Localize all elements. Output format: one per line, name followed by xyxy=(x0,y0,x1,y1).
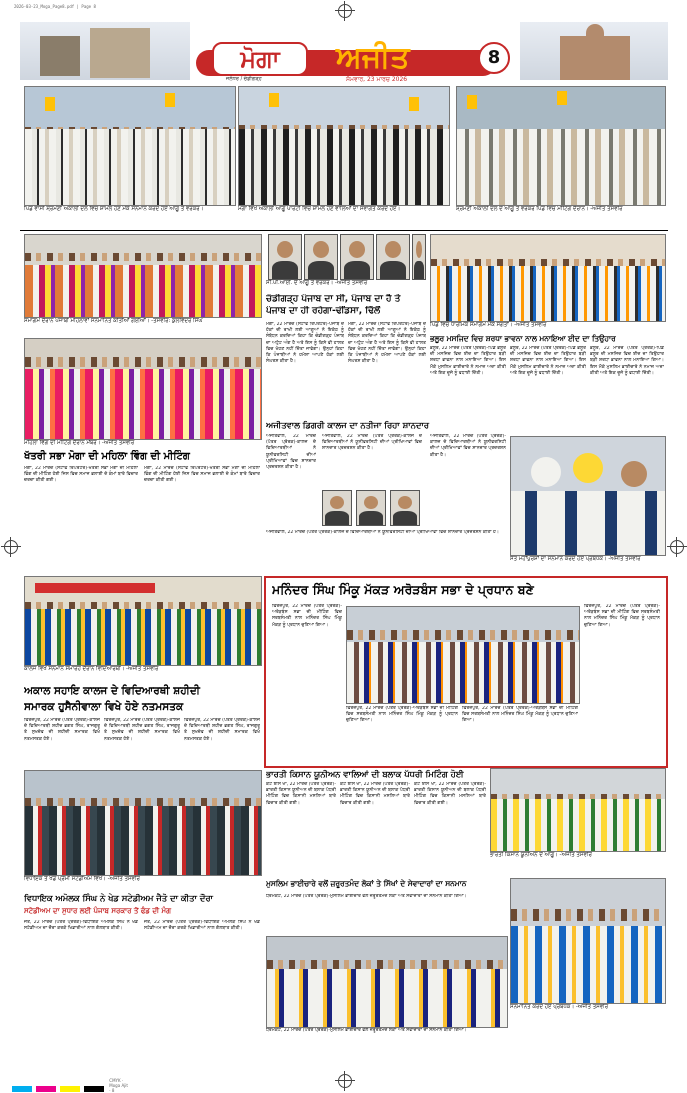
article-ajitwal-col2: ਅਜੀਤਵਾਲ, 22 ਮਾਰਚ (ਪੱਤਰ ਪ੍ਰੇਰਕ)-ਕਾਲਜ ਦੇ ਵਿਦਿਆਰਥੀਆਂ ਨੇ ਯੂਨੀਵਰਸਿਟੀ ਦੀਆਂ ਪ੍ਰੀਖਿਆਵਾਂ ਵਿਚ ਸ਼ਾਨਦਾਰ ਪ੍ਰਦਰਸ਼ਨ ਕੀਤਾ ਹੈ। xyxy=(322,434,422,452)
footer-color-bar xyxy=(12,1078,133,1093)
masthead-left-image xyxy=(20,22,190,80)
masthead xyxy=(196,36,496,83)
photo-arorbans xyxy=(346,606,580,704)
caption-photo-10: ਭਾਰਤੀ ਕਿਸਾਨ ਯੂਨੀਅਨ ਦੇ ਆਗੂ। -ਅਜੀਤ ਤਸਵੀਰ xyxy=(490,852,592,858)
headline-chandigarh-1: ਚੰਡੀਗੜ੍ਹ ਪੰਜਾਬ ਦਾ ਸੀ, ਪੰਜਾਬ ਦਾ ਹੈ ਤੇ xyxy=(266,294,401,304)
headline-chandigarh-2: ਪੰਜਾਬ ਦਾ ਹੀ ਰਹੇਗਾ-ਢੀਂਡਸਾ, ਢਿੱਲੋਂ xyxy=(266,306,381,316)
masthead-title-ajit: ਅਜੀਤ xyxy=(336,40,410,75)
photo-muslim-community xyxy=(266,936,508,1028)
masthead-title-moga: ਮੋਗਾ xyxy=(212,42,308,76)
photo-college-students xyxy=(24,576,262,666)
photo-party-joining-3 xyxy=(456,86,666,206)
caption-photo-9: ਸੰਤ ਮਹਾਂਪੁਰਸ਼ਾਂ ਦਾ ਸਨਮਾਨ ਕਰਦੇ ਹੋਏ ਪ੍ਰਬੰਧਕ। -ਅਜੀਤ ਤਸਵੀਰ xyxy=(510,556,641,562)
caption-photo-12: ਸਨਮਾਨਿਤ ਕਰਦੇ ਹੋਏ ਪ੍ਰਬੰਧਕ। -ਅਜੀਤ ਤਸਵੀਰ xyxy=(510,1004,609,1010)
article-arorbans-col2: ਫਿਰੋਜ਼ਪੁਰ, 22 ਮਾਰਚ (ਪੱਤਰ ਪ੍ਰੇਰਕ)-ਅਰੋੜਬੰਸ ਸਭਾ ਦੀ ਮੀਟਿੰਗ ਵਿਚ ਸਰਬਸੰਮਤੀ ਨਾਲ ਮਨਿੰਦਰ ਸਿੰਘ ਮਿੰਕੂ ਮੱਕੜ ਨੂੰ ਪ੍ਰਧਾਨ ਚੁਣਿਆ ਗਿਆ। xyxy=(346,706,458,724)
caption-photo-7: ਮਹਿਲਾ ਵਿੰਗ ਦੀ ਮੀਟਿੰਗ ਦੌਰਾਨ ਮੈਂਬਰ। -ਅਜੀਤ ਤਸਵੀਰ xyxy=(24,440,135,446)
headline-kisan-union: ਭਾਰਤੀ ਕਿਸਾਨ ਯੂਨੀਅਨ ਵਾਲਿਆਂ ਦੀ ਬਲਾਕ ਪੱਧਰੀ ਮਿਟਿੰਗ ਹੋਈ xyxy=(266,769,464,779)
article-khatri-col2: ਮੋਗਾ, 22 ਮਾਰਚ (ਸਟਾਫ ਰਿਪੋਰਟਰ)-ਖੱਤਰੀ ਸਭਾ ਮੋਗਾ ਦੀ ਮਹਿਲਾ ਵਿੰਗ ਦੀ ਮੀਟਿੰਗ ਹੋਈ ਜਿਸ ਵਿਚ ਸਮਾਜ ਭਲਾਈ ਦੇ ਕੰਮਾਂ ਬਾਰੇ ਵਿਚਾਰ ਚਰਚਾ ਕੀਤੀ ਗਈ। xyxy=(144,466,260,484)
headline-akal-sahai-1: ਅਕਾਲ ਸਹਾਇ ਕਾਲਜ ਦੇ ਵਿਦਿਆਰਥੀ ਸ਼ਹੀਦੀ xyxy=(24,685,200,697)
article-akal-col3: ਫਿਰੋਜ਼ਪੁਰ, 22 ਮਾਰਚ (ਪੱਤਰ ਪ੍ਰੇਰਕ)-ਕਾਲਜ ਦੇ ਵਿਦਿਆਰਥੀ ਸ਼ਹੀਦ ਭਗਤ ਸਿੰਘ, ਰਾਜਗੁਰੂ ਤੇ ਸੁਖਦੇਵ ਦੀ ਸ਼ਹੀਦੀ ਸਮਾਰਕ ਵਿਖੇ ਨਤਮਸਤਕ ਹੋਏ। xyxy=(184,718,260,742)
portrait-1 xyxy=(268,234,302,280)
print-meta-line: 2026-03-23_Moga_Page8.pdf | Page 8 xyxy=(14,4,96,9)
article-stadium-col1: ਜੈਤੋ, 22 ਮਾਰਚ (ਪੱਤਰ ਪ੍ਰੇਰਕ)-ਵਿਧਾਇਕ ਅਮੋਲਕ ਸਿੰਘ ਨੇ ਖੇਡ ਸਟੇਡੀਅਮ ਦਾ ਦੌਰਾ ਕਰਕੇ ਖਿਡਾਰੀਆਂ ਨਾਲ ਗੱਲਬਾਤ ਕੀਤੀ। xyxy=(24,920,138,932)
page-number: 8 xyxy=(478,42,510,74)
caption-photo-3: ਸ਼੍ਰੋਮਣੀ ਅਕਾਲੀ ਦਲ ਦੇ ਆਗੂ ਤੇ ਵਰਕਰ ਪਿੰਡ ਵਿਚ ਮੀਟਿੰਗ ਦੌਰਾਨ। -ਅਜੀਤ ਤਸਵੀਰ xyxy=(456,206,623,212)
photo-stadium-visit xyxy=(24,770,262,876)
portrait-2 xyxy=(304,234,338,280)
photo-saint-honour xyxy=(510,436,666,556)
article-arorbans-col1: ਫਿਰੋਜ਼ਪੁਰ, 22 ਮਾਰਚ (ਪੱਤਰ ਪ੍ਰੇਰਕ)-ਅਰੋੜਬੰਸ ਸਭਾ ਦੀ ਮੀਟਿੰਗ ਵਿਚ ਸਰਬਸੰਮਤੀ ਨਾਲ ਮਨਿੰਦਰ ਸਿੰਘ ਮਿੰਕੂ ਮੱਕੜ ਨੂੰ ਪ੍ਰਧਾਨ ਚੁਣਿਆ ਗਿਆ। xyxy=(272,604,342,628)
portrait-4 xyxy=(376,234,410,280)
article-muslim-intro: ਧਰਮਕੋਟ, 22 ਮਾਰਚ (ਪੱਤਰ ਪ੍ਰੇਰਕ)-ਮੁਸਲਿਮ ਭਾਈਚਾਰੇ ਵਲੋਂ ਜ਼ਰੂਰਤਮੰਦ ਲੋਕਾਂ ਅਤੇ ਸੇਵਾਦਾਰਾਂ ਦਾ ਸਨਮਾਨ ਕੀਤਾ ਗਿਆ। xyxy=(266,894,467,899)
registration-mark-icon xyxy=(338,1074,352,1088)
footer-text: CMYK · Moga Ajit · 8 xyxy=(109,1078,128,1093)
headline-muslim-community: ਮੁਸਲਿਮ ਭਾਈਚਾਰੇ ਵਲੋਂ ਜ਼ਰੂਰਤਮੰਦ ਲੋਕਾਂ ਤੇ ਸਿੱਖਾਂ ਦੇ ਸੇਵਾਦਾਰਾਂ ਦਾ ਸਨਮਾਨ xyxy=(266,879,467,888)
headline-stadium: ਵਿਧਾਇਕ ਅਮੋਲਕ ਸਿੰਘ ਨੇ ਖੇਡ ਸਟੇਡੀਅਮ ਜੈਤੋ ਦਾ ਕੀਤਾ ਦੌਰਾ xyxy=(24,893,213,903)
article-khatri-col1: ਮੋਗਾ, 22 ਮਾਰਚ (ਸਟਾਫ ਰਿਪੋਰਟਰ)-ਖੱਤਰੀ ਸਭਾ ਮੋਗਾ ਦੀ ਮਹਿਲਾ ਵਿੰਗ ਦੀ ਮੀਟਿੰਗ ਹੋਈ ਜਿਸ ਵਿਚ ਸਮਾਜ ਭਲਾਈ ਦੇ ਕੰਮਾਂ ਬਾਰੇ ਵਿਚਾਰ ਚਰਚਾ ਕੀਤੀ ਗਈ। xyxy=(24,466,138,484)
portrait-student-3 xyxy=(390,490,420,526)
photo-kisan-union xyxy=(490,768,666,852)
article-kisan-col3: ਕੋਟ ਈਸੇ ਖਾਂ, 22 ਮਾਰਚ (ਪੱਤਰ ਪ੍ਰੇਰਕ)-ਭਾਰਤੀ ਕਿਸਾਨ ਯੂਨੀਅਨ ਦੀ ਬਲਾਕ ਪੱਧਰੀ ਮੀਟਿੰਗ ਵਿਚ ਕਿਸਾਨੀ ਮਸਲਿਆਂ ਬਾਰੇ ਵਿਚਾਰ ਕੀਤੀ ਗਈ। xyxy=(414,782,486,806)
photo-religious-gathering xyxy=(430,234,666,322)
masthead-location: ਜਲੰਧਰ / ਚੰਡੀਗੜ੍ਹ xyxy=(226,76,262,82)
caption-photo-4: ਸਮਾਗਮ ਦੌਰਾਨ ਪੰਜਾਬੀ ਮਹਿਲਾਵਾਂ ਸਨਮਾਨਿਤ ਕੀਤੀਆਂ ਗਈਆਂ। -ਤਸਵੀਰ: ਕੁਲਵਿੰਦਰ ਸਿੰਘ xyxy=(24,318,203,324)
article-akal-col1: ਫਿਰੋਜ਼ਪੁਰ, 22 ਮਾਰਚ (ਪੱਤਰ ਪ੍ਰੇਰਕ)-ਕਾਲਜ ਦੇ ਵਿਦਿਆਰਥੀ ਸ਼ਹੀਦ ਭਗਤ ਸਿੰਘ, ਰਾਜਗੁਰੂ ਤੇ ਸੁਖਦੇਵ ਦੀ ਸ਼ਹੀਦੀ ਸਮਾਰਕ ਵਿਖੇ ਨਤਮਸਤਕ ਹੋਏ। xyxy=(24,718,100,742)
article-ajitwal-col4: ਅਜੀਤਵਾਲ, 22 ਮਾਰਚ (ਪੱਤਰ ਪ੍ਰੇਰਕ)-ਕਾਲਜ ਦੇ ਵਿਦਿਆਰਥੀਆਂ ਨੇ ਯੂਨੀਵਰਸਿਟੀ ਦੀਆਂ ਪ੍ਰੀਖਿਆਵਾਂ ਵਿਚ ਸ਼ਾਨਦਾਰ ਪ੍ਰਦਰਸ਼ਨ ਕੀਤਾ ਹੈ। xyxy=(430,434,506,458)
subheadline-stadium: ਸਟੇਡੀਅਮ ਦਾ ਸੁਧਾਰ ਲਈ ਪੰਜਾਬ ਸਰਕਾਰ ਤੋਂ ਫੰਡ ਦੀ ਮੰਗ xyxy=(24,907,172,915)
photo-party-joining-1 xyxy=(24,86,236,206)
registration-mark-icon xyxy=(338,4,352,18)
caption-photo-11: ਵਿਧਾਇਕ ਤੇ ਖੇਡ ਪ੍ਰੇਮੀ ਸਟੇਡੀਅਮ ਵਿਖੇ। -ਅਜੀਤ ਤਸਵੀਰ xyxy=(24,876,140,882)
portrait-student-2 xyxy=(356,490,386,526)
article-ajitwal-col3: ਅਜੀਤਵਾਲ, 22 ਮਾਰਚ (ਪੱਤਰ ਪ੍ਰੇਰਕ)-ਕਾਲਜ ਦੇ ਵਿਦਿਆਰਥੀਆਂ ਨੇ ਯੂਨੀਵਰਸਿਟੀ ਦੀਆਂ ਪ੍ਰੀਖਿਆਵਾਂ ਵਿਚ ਸ਼ਾਨਦਾਰ ਪ੍ਰਦਰਸ਼ਨ ਕੀਤਾ ਹੈ। xyxy=(266,530,499,535)
caption-photo-5: ਸੀ.ਪੀ.ਆਈ. ਦੇ ਆਗੂ ਤੇ ਵਰਕਰ। -ਅਜੀਤ ਤਸਵੀਰ xyxy=(266,280,368,286)
portrait-5 xyxy=(412,234,426,280)
masthead-right-image xyxy=(520,22,668,80)
article-stadium-col2: ਜੈਤੋ, 22 ਮਾਰਚ (ਪੱਤਰ ਪ੍ਰੇਰਕ)-ਵਿਧਾਇਕ ਅਮੋਲਕ ਸਿੰਘ ਨੇ ਖੇਡ ਸਟੇਡੀਅਮ ਦਾ ਦੌਰਾ ਕਰਕੇ ਖਿਡਾਰੀਆਂ ਨਾਲ ਗੱਲਬਾਤ ਕੀਤੀ। xyxy=(144,920,260,932)
masthead-date: ਸੋਮਵਾਰ, 23 ਮਾਰਚ 2026 xyxy=(346,76,408,83)
article-eid-col3: ਭਲੂਰ, 22 ਮਾਰਚ (ਪੱਤਰ ਪ੍ਰੇਰਕ)-ਪਿੰਡ ਭਲੂਰ ਦੀ ਮਸਜਿਦ ਵਿਚ ਈਦ ਦਾ ਤਿਉਹਾਰ ਬੜੀ ਸ਼ਰਧਾ ਭਾਵਨਾ ਨਾਲ ਮਨਾਇਆ ਗਿਆ। ਇਸ ਮੌਕੇ ਮੁਸਲਿਮ ਭਾਈਚਾਰੇ ਨੇ ਨਮਾਜ਼ ਅਦਾ ਕੀਤੀ ਅਤੇ ਇਕ ਦੂਜੇ ਨੂੰ ਵਧਾਈ ਦਿੱਤੀ। xyxy=(590,346,664,376)
headline-arorbans: ਮਨਿੰਦਰ ਸਿੰਘ ਮਿੰਕੂ ਮੱਕੜ ਅਰੋੜਬੰਸ ਸਭਾ ਦੇ ਪ੍ਰਧਾਨ ਬਣੇ xyxy=(272,582,534,597)
article-chandigarh-col2: ਮੋਗਾ, 22 ਮਾਰਚ (ਸਟਾਫ ਰਿਪੋਰਟਰ)-ਪੰਜਾਬ ਦੇ ਹੱਕਾਂ ਦੀ ਰਾਖੀ ਲਈ ਆਗੂਆਂ ਨੇ ਇਕੱਠ ਨੂੰ ਸੰਬੋਧਨ ਕਰਦਿਆਂ ਕਿਹਾ ਕਿ ਚੰਡੀਗੜ੍ਹ ਪੰਜਾਬ ਦਾ ਅਟੁੱਟ ਅੰਗ ਹੈ ਅਤੇ ਇਸ ਨੂੰ ਕਿਸੇ ਵੀ ਹਾਲਤ ਵਿਚ ਖੋਹਣ ਨਹੀਂ ਦਿੱਤਾ ਜਾਵੇਗਾ। ਉਨ੍ਹਾਂ ਕਿਹਾ ਕਿ ਪੰਜਾਬੀਆਂ ਨੇ ਹਮੇਸ਼ਾ ਆਪਣੇ ਹੱਕਾਂ ਲਈ ਸੰਘਰਸ਼ ਕੀਤਾ ਹੈ। xyxy=(348,322,426,365)
photo-mahila-wing xyxy=(24,338,262,440)
article-arorbans-col4: ਫਿਰੋਜ਼ਪੁਰ, 22 ਮਾਰਚ (ਪੱਤਰ ਪ੍ਰੇਰਕ)-ਅਰੋੜਬੰਸ ਸਭਾ ਦੀ ਮੀਟਿੰਗ ਵਿਚ ਸਰਬਸੰਮਤੀ ਨਾਲ ਮਨਿੰਦਰ ਸਿੰਘ ਮਿੰਕੂ ਮੱਕੜ ਨੂੰ ਪ੍ਰਧਾਨ ਚੁਣਿਆ ਗਿਆ। xyxy=(584,604,660,628)
article-akal-col2: ਫਿਰੋਜ਼ਪੁਰ, 22 ਮਾਰਚ (ਪੱਤਰ ਪ੍ਰੇਰਕ)-ਕਾਲਜ ਦੇ ਵਿਦਿਆਰਥੀ ਸ਼ਹੀਦ ਭਗਤ ਸਿੰਘ, ਰਾਜਗੁਰੂ ਤੇ ਸੁਖਦੇਵ ਦੀ ਸ਼ਹੀਦੀ ਸਮਾਰਕ ਵਿਖੇ ਨਤਮਸਤਕ ਹੋਏ। xyxy=(104,718,180,742)
section-divider xyxy=(20,230,668,231)
photo-women-honour xyxy=(24,234,262,318)
article-kisan-col1: ਕੋਟ ਈਸੇ ਖਾਂ, 22 ਮਾਰਚ (ਪੱਤਰ ਪ੍ਰੇਰਕ)-ਭਾਰਤੀ ਕਿਸਾਨ ਯੂਨੀਅਨ ਦੀ ਬਲਾਕ ਪੱਧਰੀ ਮੀਟਿੰਗ ਵਿਚ ਕਿਸਾਨੀ ਮਸਲਿਆਂ ਬਾਰੇ ਵਿਚਾਰ ਕੀਤੀ ਗਈ। xyxy=(266,782,336,806)
caption-photo-1: ਪਿੰਡ ਵਾਸੀ ਸ਼੍ਰੋਮਣੀ ਅਕਾਲੀ ਦਲ ਵਿਚ ਸ਼ਾਮਲ ਹੋਣ ਮੌਕੇ ਸਨਮਾਨ ਕਰਦੇ ਹੋਏ ਆਗੂ ਤੇ ਵਰਕਰ। xyxy=(24,206,204,212)
registration-mark-icon xyxy=(670,540,684,554)
article-eid-col1: ਭਲੂਰ, 22 ਮਾਰਚ (ਪੱਤਰ ਪ੍ਰੇਰਕ)-ਪਿੰਡ ਭਲੂਰ ਦੀ ਮਸਜਿਦ ਵਿਚ ਈਦ ਦਾ ਤਿਉਹਾਰ ਬੜੀ ਸ਼ਰਧਾ ਭਾਵਨਾ ਨਾਲ ਮਨਾਇਆ ਗਿਆ। ਇਸ ਮੌਕੇ ਮੁਸਲਿਮ ਭਾਈਚਾਰੇ ਨੇ ਨਮਾਜ਼ ਅਦਾ ਕੀਤੀ ਅਤੇ ਇਕ ਦੂਜੇ ਨੂੰ ਵਧਾਈ ਦਿੱਤੀ। xyxy=(430,346,506,376)
headline-khatri-sabha: ਖੱਤਰੀ ਸਭਾ ਮੋਗਾ ਦੀ ਮਹਿਲਾ ਵਿੰਗ ਦੀ ਮੀਟਿੰਗ xyxy=(24,451,190,462)
portrait-3 xyxy=(340,234,374,280)
article-chandigarh-col1: ਮੋਗਾ, 22 ਮਾਰਚ (ਸਟਾਫ ਰਿਪੋਰਟਰ)-ਪੰਜਾਬ ਦੇ ਹੱਕਾਂ ਦੀ ਰਾਖੀ ਲਈ ਆਗੂਆਂ ਨੇ ਇਕੱਠ ਨੂੰ ਸੰਬੋਧਨ ਕਰਦਿਆਂ ਕਿਹਾ ਕਿ ਚੰਡੀਗੜ੍ਹ ਪੰਜਾਬ ਦਾ ਅਟੁੱਟ ਅੰਗ ਹੈ ਅਤੇ ਇਸ ਨੂੰ ਕਿਸੇ ਵੀ ਹਾਲਤ ਵਿਚ ਖੋਹਣ ਨਹੀਂ ਦਿੱਤਾ ਜਾਵੇਗਾ। ਉਨ੍ਹਾਂ ਕਿਹਾ ਕਿ ਪੰਜਾਬੀਆਂ ਨੇ ਹਮੇਸ਼ਾ ਆਪਣੇ ਹੱਕਾਂ ਲਈ ਸੰਘਰਸ਼ ਕੀਤਾ ਹੈ। xyxy=(266,322,344,365)
article-eid-col2: ਭਲੂਰ, 22 ਮਾਰਚ (ਪੱਤਰ ਪ੍ਰੇਰਕ)-ਪਿੰਡ ਭਲੂਰ ਦੀ ਮਸਜਿਦ ਵਿਚ ਈਦ ਦਾ ਤਿਉਹਾਰ ਬੜੀ ਸ਼ਰਧਾ ਭਾਵਨਾ ਨਾਲ ਮਨਾਇਆ ਗਿਆ। ਇਸ ਮੌਕੇ ਮੁਸਲਿਮ ਭਾਈਚਾਰੇ ਨੇ ਨਮਾਜ਼ ਅਦਾ ਕੀਤੀ ਅਤੇ ਇਕ ਦੂਜੇ ਨੂੰ ਵਧਾਈ ਦਿੱਤੀ। xyxy=(510,346,586,376)
headline-ajitwal-college: ਅਜੀਤਵਾਲ ਡਿਗਰੀ ਕਾਲਜ ਦਾ ਨਤੀਜਾ ਰਿਹਾ ਸ਼ਾਨਦਾਰ xyxy=(266,420,429,430)
registration-mark-icon xyxy=(4,540,18,554)
article-kisan-col2: ਕੋਟ ਈਸੇ ਖਾਂ, 22 ਮਾਰਚ (ਪੱਤਰ ਪ੍ਰੇਰਕ)-ਭਾਰਤੀ ਕਿਸਾਨ ਯੂਨੀਅਨ ਦੀ ਬਲਾਕ ਪੱਧਰੀ ਮੀਟਿੰਗ ਵਿਚ ਕਿਸਾਨੀ ਮਸਲਿਆਂ ਬਾਰੇ ਵਿਚਾਰ ਕੀਤੀ ਗਈ। xyxy=(340,782,410,806)
portrait-student-1 xyxy=(322,490,352,526)
article-arorbans-col3: ਫਿਰੋਜ਼ਪੁਰ, 22 ਮਾਰਚ (ਪੱਤਰ ਪ੍ਰੇਰਕ)-ਅਰੋੜਬੰਸ ਸਭਾ ਦੀ ਮੀਟਿੰਗ ਵਿਚ ਸਰਬਸੰਮਤੀ ਨਾਲ ਮਨਿੰਦਰ ਸਿੰਘ ਮਿੰਕੂ ਮੱਕੜ ਨੂੰ ਪ੍ਰਧਾਨ ਚੁਣਿਆ ਗਿਆ। xyxy=(462,706,578,724)
headline-akal-sahai-2: ਸਮਾਰਕ ਹੁਸੈਨੀਵਾਲਾ ਵਿਖੇ ਹੋਏ ਨਤਮਸਤਕ xyxy=(24,701,184,713)
headline-eid: ਭਲੂਰ ਮਸਜਿਦ ਵਿਚ ਸ਼ਰਧਾ ਭਾਵਨਾ ਨਾਲ ਮਨਾਇਆ ਈਦ ਦਾ ਤਿਉਹਾਰ xyxy=(430,334,616,343)
caption-photo-2: ਮੋਗਾ ਵਿਖੇ ਅਕਾਲੀ ਆਗੂ ਪਾਰਟੀ ਵਿਚ ਸ਼ਾਮਲ ਹੋਣ ਵਾਲਿਆਂ ਦਾ ਸਵਾਗਤ ਕਰਦੇ ਹੋਏ। xyxy=(238,206,401,212)
caption-photo-8: ਕਾਲਜ ਵਿਖੇ ਸਨਮਾਨ ਸਮਾਰੋਹ ਦੌਰਾਨ ਵਿਦਿਆਰਥੀ। -ਅਜੀਤ ਤਸਵੀਰ xyxy=(24,666,159,672)
photo-honour-ceremony xyxy=(510,878,666,1004)
article-ajitwal-col1: ਅਜੀਤਵਾਲ, 22 ਮਾਰਚ (ਪੱਤਰ ਪ੍ਰੇਰਕ)-ਕਾਲਜ ਦੇ ਵਿਦਿਆਰਥੀਆਂ ਨੇ ਯੂਨੀਵਰਸਿਟੀ ਦੀਆਂ ਪ੍ਰੀਖਿਆਵਾਂ ਵਿਚ ਸ਼ਾਨਦਾਰ ਪ੍ਰਦਰਸ਼ਨ ਕੀਤਾ ਹੈ। xyxy=(266,434,316,471)
article-muslim-col2: ਧਰਮਕੋਟ, 22 ਮਾਰਚ (ਪੱਤਰ ਪ੍ਰੇਰਕ)-ਮੁਸਲਿਮ ਭਾਈਚਾਰੇ ਵਲੋਂ ਜ਼ਰੂਰਤਮੰਦ ਲੋਕਾਂ ਅਤੇ ਸੇਵਾਦਾਰਾਂ ਦਾ ਸਨਮਾਨ ਕੀਤਾ ਗਿਆ। xyxy=(266,1028,467,1033)
caption-photo-6: ਪਿੰਡ ਵਿਚ ਧਾਰਮਿਕ ਸਮਾਗਮ ਮੌਕੇ ਸੰਗਤਾਂ। -ਅਜੀਤ ਤਸਵੀਰ xyxy=(430,322,547,328)
photo-party-joining-2 xyxy=(238,86,450,206)
